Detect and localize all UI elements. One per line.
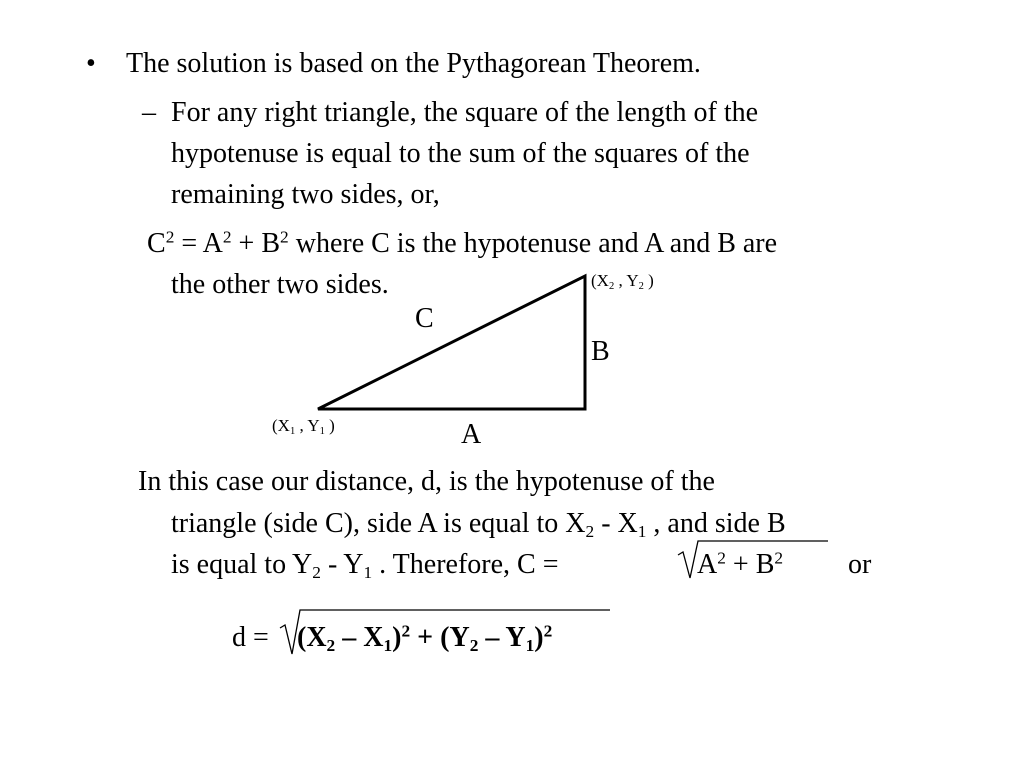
side-c-label: C [415,303,434,334]
side-a-label: A [461,419,482,450]
point-1-label: ($X_1$ , $Y_1$ ) [272,416,335,437]
sub-bullet-marker: – [142,97,156,128]
or-word: or [848,549,872,580]
main-bullet-text: The solution is based on the Pythagorean Theorem. [126,48,701,79]
point-2-label: ($X_2$ , $Y_2$ ) [591,271,654,292]
side-b-label: B [591,336,610,367]
explanation-line-3: is equal to $Y_2 - Y_1$ . Therefore, C = [171,549,559,582]
distance-d-equals: d = [232,622,269,653]
formula-line-2: the other two sides. [171,269,389,300]
sub-bullet-line-3: remaining two sides, or, [171,179,440,210]
sqrt-radicand: $A^2 + B^2$ [697,548,784,580]
explanation-line-2: triangle (side C), side A is equal to $X_2 - X_1$ , and side B [171,508,786,541]
explanation-line-1: In this case our distance, d, is the hypotenuse of the [138,466,715,497]
sub-bullet-line-2: hypotenuse is equal to the sum of the squares of the [171,138,750,169]
sub-bullet-line-1: For any right triangle, the square of the length of the [171,97,759,128]
main-bullet-marker: • [86,48,96,79]
distance-formula-expression: $(X_2 - X_1)^2 + (Y_2 - Y_1)^2$ [297,621,553,655]
pythagorean-formula-line: $C^2 = A^2 + B^2$ where C is the hypotenuse and A and B are [147,227,778,259]
